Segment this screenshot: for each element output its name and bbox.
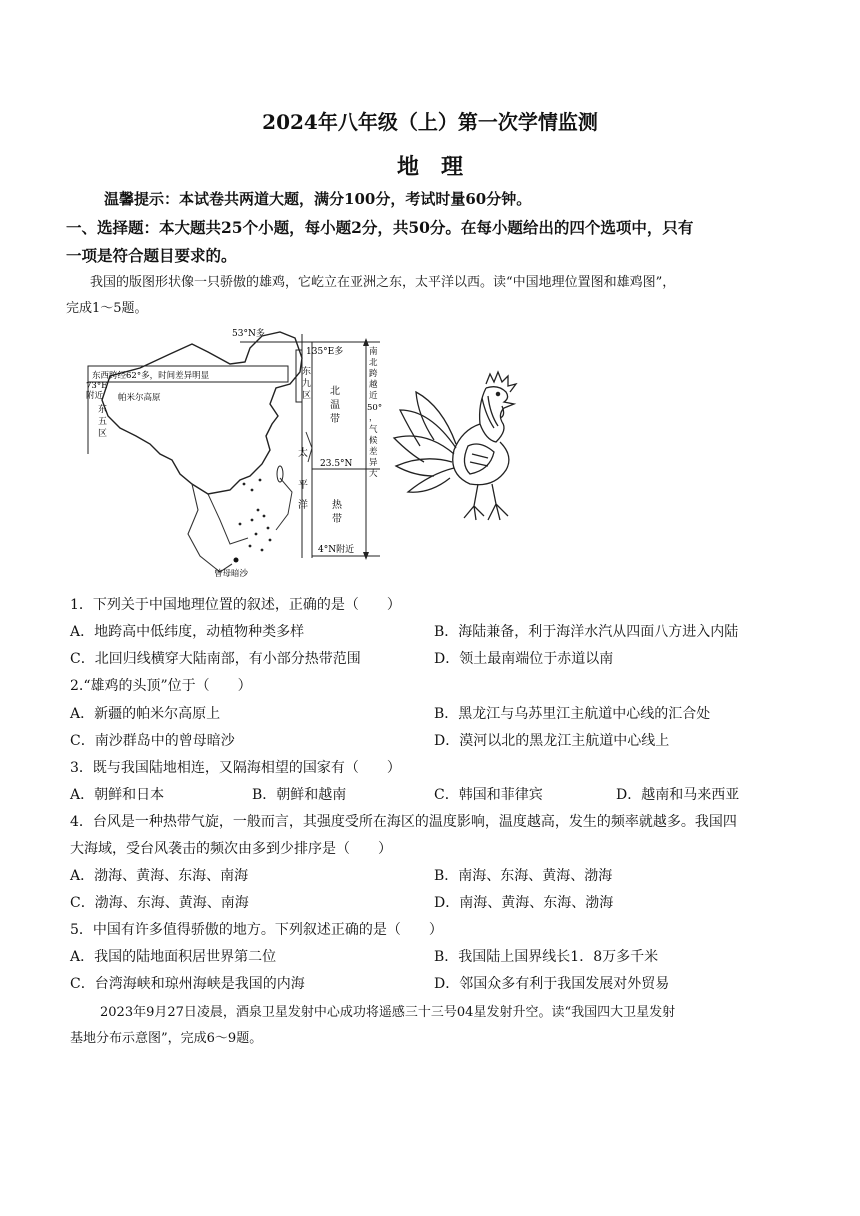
svg-text:九: 九: [302, 379, 312, 389]
intro1-line2: 完成1～5题。: [66, 301, 148, 316]
svg-text:越: 越: [369, 380, 378, 390]
question-1-stem: 1．下列关于中国地理位置的叙述，正确的是（ ）: [70, 597, 401, 613]
svg-text:南: 南: [369, 347, 378, 357]
question-4-option-c[interactable]: C．渤海、东海、黄海、南海: [70, 895, 249, 911]
question-5-stem: 5．中国有许多值得骄傲的地方。下列叙述正确的是（ ）: [70, 922, 443, 938]
map-label-east5: [98, 403, 107, 439]
question-2-option-c[interactable]: C．南沙群岛中的曾母暗沙: [70, 733, 235, 749]
svg-text:温: 温: [330, 400, 340, 411]
map-label-4n: 4°N附近: [318, 545, 355, 555]
question-3-option-d[interactable]: D．越南和马来西亚: [616, 787, 740, 803]
svg-text:区: 区: [302, 391, 312, 401]
svg-text:50°: 50°: [367, 403, 383, 413]
map-label-ns-span: [367, 346, 382, 479]
question-1-option-a[interactable]: A．地跨高中低纬度，动植物种类多样: [70, 624, 305, 640]
svg-text:北: 北: [330, 386, 340, 397]
china-outline: [102, 332, 302, 494]
question-4-option-b[interactable]: B．南海、东海、黄海、渤海: [434, 868, 613, 884]
map-label-53n: 53°N多: [232, 329, 265, 339]
tip-text: 温馨提示：本试卷共两道大题，满分100分，考试时量60分钟。: [104, 190, 532, 208]
intro2-line1: 2023年9月27日凌晨，酒泉卫星发射中心成功将遥感三十三号04星发射升空。读“我国四大卫星发射: [100, 1005, 676, 1020]
intro2-line2: 基地分布示意图”，完成6～9题。: [70, 1031, 263, 1046]
section-heading-line2: 一项是符合题目要求的。: [66, 246, 237, 265]
map-label-73e: 73°E: [86, 381, 108, 391]
question-3-option-a[interactable]: A．朝鲜和日本: [70, 787, 165, 803]
question-5-option-a[interactable]: A．我国的陆地面积居世界第二位: [70, 949, 277, 965]
svg-text:洋: 洋: [298, 500, 308, 511]
question-5-option-b[interactable]: B．我国陆上国界线长1．8万多千米: [434, 949, 659, 965]
svg-text:带: 带: [332, 514, 342, 525]
question-5-option-c[interactable]: C．台湾海峡和琼州海峡是我国的内海: [70, 976, 305, 992]
question-2-option-b[interactable]: B．黑龙江与乌苏里江主航道中心线的汇合处: [434, 706, 711, 722]
exam-title: 2024年八年级（上）第一次学情监测: [262, 110, 598, 134]
svg-text:区: 区: [98, 429, 108, 439]
svg-text:五: 五: [98, 417, 108, 427]
question-5-option-d[interactable]: D．邻国众多有利于我国发展对外贸易: [434, 976, 670, 992]
svg-text:气: 气: [369, 425, 378, 435]
svg-text:大: 大: [369, 469, 378, 479]
map-label-135e: 135°E多: [306, 347, 344, 357]
question-1-option-d[interactable]: D．领土最南端位于赤道以南: [434, 651, 614, 667]
map-label-north-temperate: [330, 385, 340, 425]
question-3-stem: 3．既与我国陆地相连，又隔海相望的国家有（ ）: [70, 760, 401, 776]
map-label-tropic: 23.5°N: [320, 459, 353, 469]
question-1-option-b[interactable]: B．海陆兼备，利于海洋水汽从四面八方进入内陆: [434, 624, 739, 640]
subject-title: 地 理: [396, 154, 463, 180]
svg-text:异: 异: [369, 458, 378, 468]
svg-text:近: 近: [369, 391, 378, 401]
intro1-line1: 我国的版图形状像一只骄傲的雄鸡，它屹立在亚洲之东，太平洋以西。读“中国地理位置图和雄鸡图”，: [90, 275, 676, 290]
svg-text:差: 差: [369, 447, 378, 457]
question-2-option-a[interactable]: A．新疆的帕米尔高原上: [70, 706, 221, 722]
svg-text:候: 候: [369, 436, 378, 446]
map-label-ew-span: 东西跨经62°多，时间差异明显: [92, 371, 210, 381]
svg-text:东: 东: [98, 405, 108, 415]
svg-text:平: 平: [298, 480, 308, 491]
map-label-pamir: 帕米尔高原: [118, 393, 161, 403]
question-3-option-c[interactable]: C．韩国和菲律宾: [434, 787, 543, 803]
svg-text:，: ，: [369, 413, 378, 423]
section-heading-line1: 一、选择题：本大题共25个小题，每小题2分，共50分。在每小题给出的四个选项中，只有: [66, 218, 694, 237]
question-4-stem-line2: 大海域，受台风袭击的频次由多到少排序是（ ）: [70, 841, 392, 857]
question-2-stem: 2.“雄鸡的头顶”位于（ ）: [70, 678, 252, 694]
question-2-option-d[interactable]: D．漠河以北的黑龙江主航道中心线上: [434, 733, 670, 749]
map-label-zengmu: 曾母暗沙: [214, 569, 249, 579]
svg-text:跨: 跨: [369, 369, 378, 379]
question-4-option-d[interactable]: D．南海、黄海、东海、渤海: [434, 895, 614, 911]
svg-text:北: 北: [369, 358, 378, 368]
svg-text:太: 太: [298, 448, 308, 459]
map-label-east9: [302, 365, 311, 401]
china-location-map: [80, 324, 410, 586]
question-1-option-c[interactable]: C．北回归线横穿大陆南部，有小部分热带范围: [70, 651, 361, 667]
map-label-tropical: [332, 498, 343, 525]
map-label-pacific: [298, 446, 308, 511]
map-label-73e-near: 附近: [86, 391, 104, 401]
question-4-option-a[interactable]: A．渤海、黄海、东海、南海: [70, 868, 249, 884]
rooster-illustration: [390, 370, 530, 530]
question-3-option-b[interactable]: B．朝鲜和越南: [252, 787, 347, 803]
question-4-stem-line1: 4．台风是一种热带气旋，一般而言，其强度受所在海区的温度影响，温度越高，发生的频率就越多。我国四: [70, 814, 737, 830]
svg-text:带: 带: [330, 414, 340, 425]
svg-text:东: 东: [302, 367, 312, 377]
svg-text:热: 热: [332, 500, 342, 511]
